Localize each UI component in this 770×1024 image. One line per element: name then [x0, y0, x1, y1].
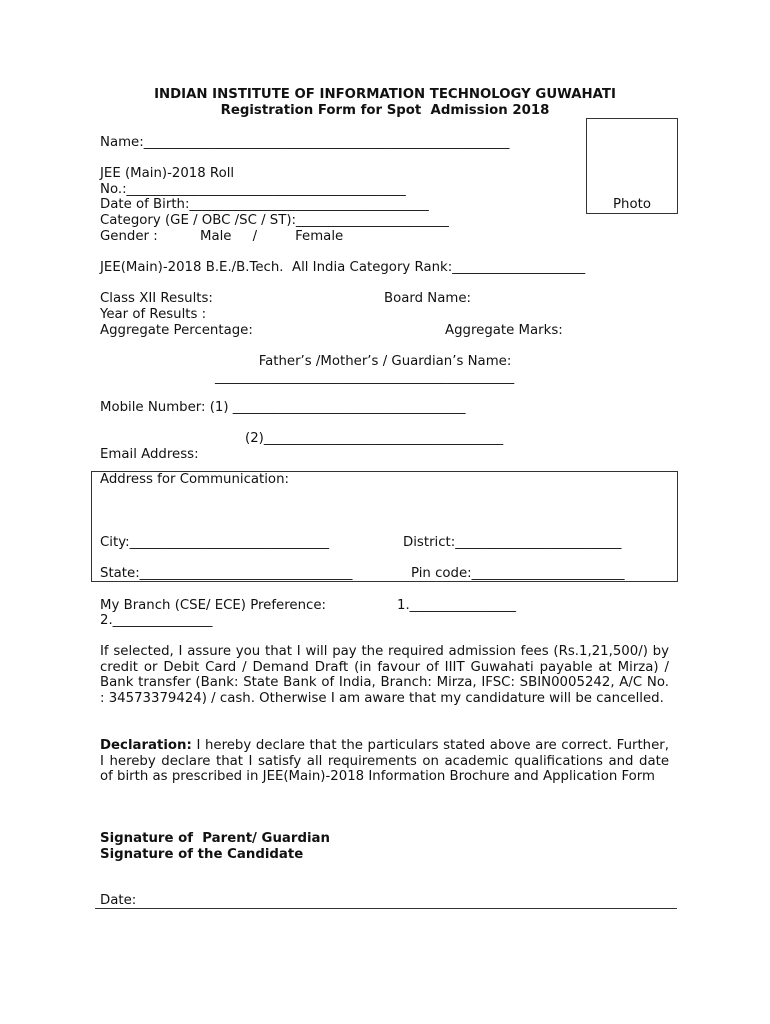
aggregate-marks-label: Aggregate Marks:	[445, 323, 563, 338]
institute-title: INDIAN INSTITUTE OF INFORMATION TECHNOLOGY GUWAHATI	[154, 87, 616, 102]
signature-parent: Signature of Parent/ Guardian	[100, 831, 330, 846]
category-field: Category (GE / OBC /SC / ST):_______________________	[100, 213, 449, 228]
guardian-name-label: Father’s /Mother’s / Guardian’s Name:	[258, 354, 512, 369]
date-line	[95, 908, 677, 909]
photo-label: Photo	[613, 197, 651, 212]
pincode-field: Pin code:_______________________	[411, 566, 625, 581]
board-name-label: Board Name:	[384, 291, 472, 306]
form-title: Registration Form for Spot Admission 2018	[220, 103, 550, 118]
declaration-text: I hereby declare that the particulars stated above are correct. Further, I hereby declare that I satisfy all requirements on academic qualifications and date of birth as prescribed in JEE(Main)-2018 Information Brochure and Application Form	[100, 738, 669, 785]
aggregate-percentage-label: Aggregate Percentage:	[100, 323, 253, 338]
photo-box	[586, 118, 678, 214]
year-of-results-label: Year of Results :	[100, 307, 207, 322]
gender-field: Gender : Male / Female	[100, 229, 344, 244]
jee-roll-label: JEE (Main)-2018 Roll	[100, 166, 235, 181]
address-label: Address for Communication:	[100, 472, 289, 487]
fees-paragraph: If selected, I assure you that I will pay the required admission fees (Rs.1,21,500/) by credit or Debit Card / Demand Draft (in favour of IIIT Guwahati payable at Mirza) / Bank transfer (Bank: State Bank of India, Branch: Mirza, IFSC: SBIN0005242, A/C No. : 34573379424) / cash. Otherwise I am aware that my candidature will be cancelled.	[100, 644, 669, 706]
guardian-name-line: _____________________________________________	[215, 370, 515, 385]
declaration-label: Declaration:	[100, 738, 192, 753]
rank-field: JEE(Main)-2018 B.E./B.Tech. All India Category Rank:____________________	[100, 260, 586, 275]
name-field: Name:_______________________________________________________	[100, 135, 510, 150]
mobile-number-2: (2)____________________________________	[245, 431, 504, 446]
jee-roll-field: No.:__________________________________________	[100, 182, 406, 197]
district-field: District:_________________________	[403, 535, 622, 550]
branch-preference-2: 2._______________	[100, 613, 213, 628]
date-label: Date:	[100, 893, 137, 908]
mobile-number-1: Mobile Number: (1) ___________________________________	[100, 400, 466, 415]
signature-candidate: Signature of the Candidate	[100, 847, 304, 862]
declaration-paragraph	[100, 738, 669, 785]
state-field: State:________________________________	[100, 566, 353, 581]
branch-preference-label: My Branch (CSE/ ECE) Preference:	[100, 598, 326, 613]
city-field: City:______________________________	[100, 535, 330, 550]
email-address-label: Email Address:	[100, 447, 199, 462]
class12-label: Class XII Results:	[100, 291, 213, 306]
dob-field: Date of Birth:____________________________________	[100, 197, 429, 212]
branch-preference-1: 1.________________	[397, 598, 517, 613]
